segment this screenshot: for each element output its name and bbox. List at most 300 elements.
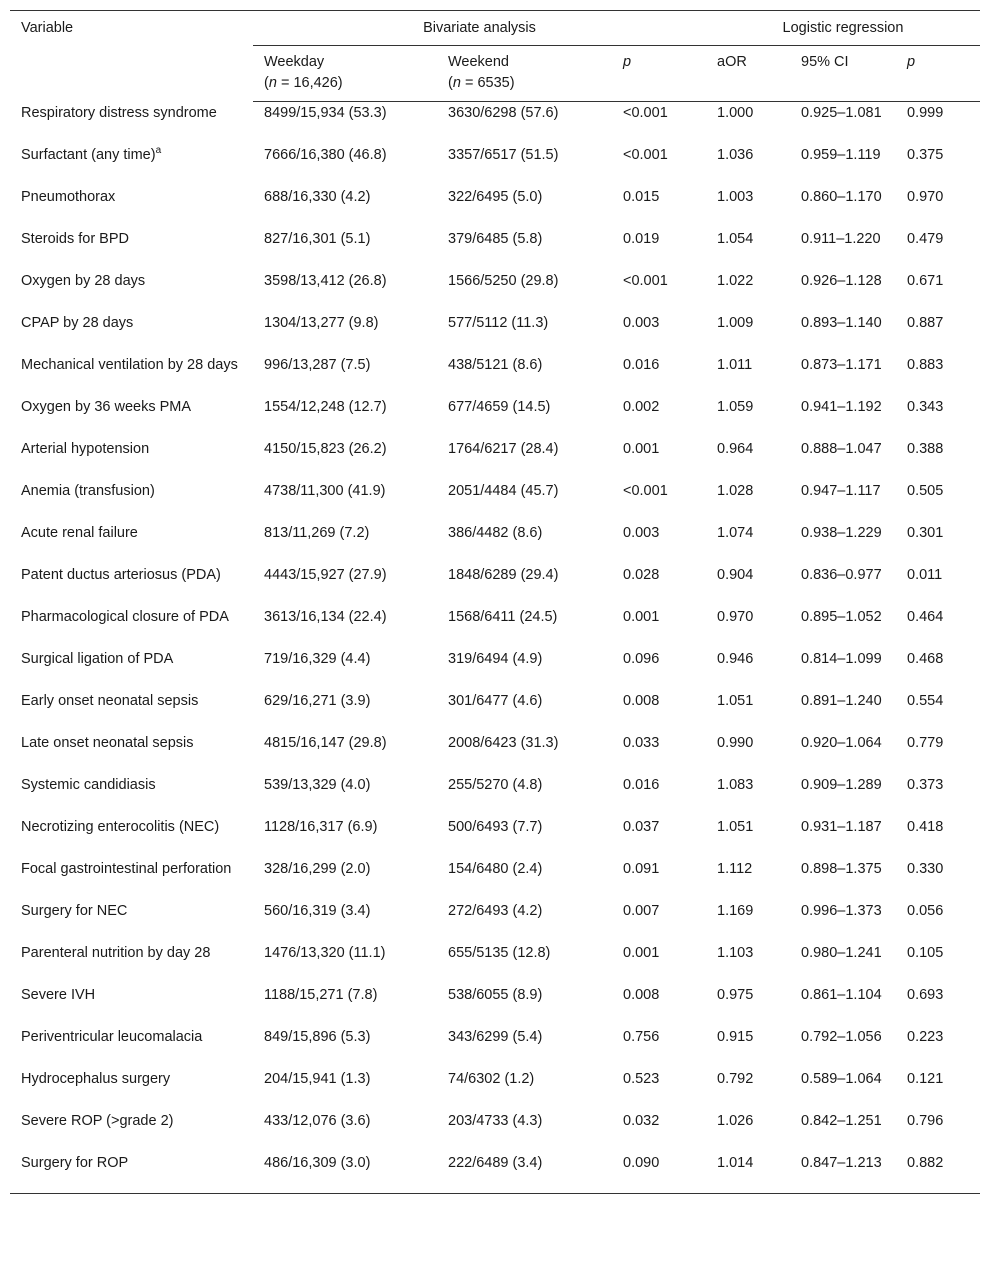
cell-aor-text: 1.003 (717, 188, 754, 205)
table-row (10, 186, 980, 228)
cell-weekend (437, 1152, 612, 1194)
cell-weekday (253, 228, 437, 270)
cell-ci (790, 774, 896, 816)
cell-weekend-text: 203/4733 (4.3) (448, 1112, 543, 1129)
cell-weekday-text: 486/16,309 (3.0) (264, 1154, 371, 1171)
cell-p (612, 270, 706, 312)
cell-p-text: 0.037 (623, 818, 660, 835)
cell-weekend (437, 354, 612, 396)
cell-p (612, 354, 706, 396)
cell-variable (10, 984, 253, 1026)
cell-aor-text: 1.014 (717, 1154, 754, 1171)
cell-aor (706, 354, 790, 396)
cell-ci-text: 0.947–1.117 (801, 482, 881, 499)
cell-p-text: 0.016 (623, 776, 660, 793)
cell-p-text: <0.001 (623, 146, 668, 163)
cell-weekday-text: 1188/15,271 (7.8) (264, 986, 378, 1003)
cell-weekend-text: 438/5121 (8.6) (448, 356, 543, 373)
cell-p2-text: 0.468 (907, 650, 944, 667)
cell-variable-text: Anemia (transfusion) (21, 482, 155, 499)
cell-weekend-text: 3630/6298 (57.6) (448, 105, 559, 121)
weekend-n-prefix: ( (448, 75, 453, 91)
cell-p2-text: 0.011 (907, 566, 943, 583)
cell-aor-text: 0.990 (717, 734, 754, 751)
table-row (10, 354, 980, 396)
cell-p2-text: 0.479 (907, 230, 944, 247)
cell-ci-text: 0.926–1.128 (801, 272, 882, 289)
header-logistic-regression: Logistic regression (706, 11, 980, 46)
cell-ci-text: 0.847–1.213 (801, 1154, 882, 1171)
table-row (10, 1068, 980, 1110)
cell-weekend (437, 270, 612, 312)
cell-weekend-text: 222/6489 (3.4) (448, 1154, 543, 1171)
cell-weekday (253, 312, 437, 354)
cell-p2-text: 0.330 (907, 860, 944, 877)
cell-p2-text: 0.505 (907, 482, 944, 499)
cell-aor (706, 564, 790, 606)
cell-ci (790, 270, 896, 312)
cell-p2 (896, 1026, 980, 1068)
cell-p2-text: 0.887 (907, 314, 944, 331)
cell-p-text: 0.007 (623, 902, 660, 919)
cell-weekend-text: 255/5270 (4.8) (448, 776, 543, 793)
cell-ci (790, 648, 896, 690)
cell-ci (790, 186, 896, 228)
cell-ci (790, 732, 896, 774)
cell-aor (706, 396, 790, 438)
cell-p2 (896, 144, 980, 186)
cell-weekday (253, 522, 437, 564)
weekday-n-prefix: ( (264, 75, 269, 91)
cell-variable (10, 270, 253, 312)
cell-p2 (896, 858, 980, 900)
cell-aor-text: 0.970 (717, 608, 754, 625)
cell-p (612, 732, 706, 774)
cell-variable (10, 900, 253, 942)
cell-variable-text: Oxygen by 28 days (21, 272, 146, 289)
cell-p2 (896, 438, 980, 480)
table-row (10, 228, 980, 270)
cell-weekend-text: 386/4482 (8.6) (448, 524, 543, 541)
cell-p-text: 0.015 (623, 188, 660, 205)
cell-weekday-text: 3598/13,412 (26.8) (264, 272, 387, 289)
cell-p-text: 0.028 (623, 566, 660, 583)
cell-weekday (253, 858, 437, 900)
cell-weekday (253, 648, 437, 690)
cell-ci-text: 0.589–1.064 (801, 1070, 882, 1087)
cell-p2 (896, 984, 980, 1026)
cell-aor (706, 774, 790, 816)
cell-variable-text: Necrotizing enterocolitis (NEC) (21, 818, 220, 835)
cell-variable (10, 186, 253, 228)
cell-variable (10, 102, 253, 144)
cell-weekday (253, 1152, 437, 1194)
cell-ci (790, 564, 896, 606)
cell-weekend (437, 732, 612, 774)
cell-p2-text: 0.671 (907, 272, 944, 289)
cell-p-text: 0.016 (623, 356, 660, 373)
cell-variable (10, 942, 253, 984)
cell-variable-text: Focal gastrointestinal perforation (21, 860, 232, 877)
cell-weekday-text: 4443/15,927 (27.9) (264, 566, 387, 583)
cell-weekend-text: 577/5112 (11.3) (448, 314, 549, 331)
cell-weekday (253, 144, 437, 186)
cell-ci-text: 0.931–1.187 (801, 818, 882, 835)
results-table (10, 10, 980, 1194)
cell-variable (10, 648, 253, 690)
table-row (10, 438, 980, 480)
cell-weekend (437, 606, 612, 648)
cell-aor-text: 0.975 (717, 986, 754, 1003)
cell-weekday-text: 4150/15,823 (26.2) (264, 440, 387, 457)
header-weekend (437, 46, 612, 102)
cell-variable-text: Surgery for NEC (21, 902, 128, 919)
cell-aor-text: 1.000 (717, 105, 754, 121)
cell-p2 (896, 774, 980, 816)
table-row (10, 396, 980, 438)
cell-aor-text: 1.054 (717, 230, 754, 247)
cell-aor-text: 1.022 (717, 272, 754, 289)
cell-p2 (896, 732, 980, 774)
cell-p-text: 0.019 (623, 230, 660, 247)
cell-p2-text: 0.554 (907, 692, 944, 709)
cell-weekend-text: 538/6055 (8.9) (448, 986, 543, 1003)
cell-aor (706, 480, 790, 522)
table-row (10, 732, 980, 774)
cell-weekend-text: 1848/6289 (29.4) (448, 566, 559, 583)
cell-ci (790, 900, 896, 942)
cell-weekend (437, 522, 612, 564)
cell-p-text: <0.001 (623, 105, 668, 121)
cell-p2-text: 0.301 (907, 524, 944, 541)
cell-weekend-text: 2008/6423 (31.3) (448, 734, 559, 751)
cell-variable (10, 1152, 253, 1194)
cell-p2-text: 0.883 (907, 356, 944, 373)
cell-p-text: 0.001 (623, 944, 660, 961)
table-row (10, 564, 980, 606)
cell-variable (10, 144, 253, 186)
cell-p (612, 1110, 706, 1152)
cell-p (612, 396, 706, 438)
cell-variable-text: Systemic candidiasis (21, 776, 156, 793)
cell-ci-text: 0.860–1.170 (801, 188, 882, 205)
header-p2-text: p (907, 54, 916, 70)
cell-aor-text: 1.074 (717, 524, 754, 541)
cell-variable-text: Steroids for BPD (21, 230, 129, 247)
cell-p-text: 0.003 (623, 524, 660, 541)
cell-p2-text: 0.373 (907, 776, 944, 793)
cell-p (612, 144, 706, 186)
cell-p2 (896, 606, 980, 648)
cell-weekday-text: 849/15,896 (5.3) (264, 1028, 371, 1045)
cell-aor (706, 942, 790, 984)
cell-weekday-text: 996/13,287 (7.5) (264, 356, 371, 373)
cell-weekend (437, 312, 612, 354)
cell-p2-text: 0.970 (907, 188, 944, 205)
cell-ci (790, 690, 896, 732)
cell-p (612, 984, 706, 1026)
cell-p (612, 312, 706, 354)
cell-variable-text: Pharmacological closure of PDA (21, 608, 229, 625)
header-95-ci: 95% CI (790, 46, 896, 102)
table-row (10, 102, 980, 144)
cell-ci-text: 0.959–1.119 (801, 146, 881, 163)
cell-weekday-text: 827/16,301 (5.1) (264, 230, 371, 247)
cell-aor-text: 1.009 (717, 314, 754, 331)
cell-variable-text: Surgical ligation of PDA (21, 650, 174, 667)
cell-weekday-text: 539/13,329 (4.0) (264, 776, 371, 793)
cell-weekday-text: 4815/16,147 (29.8) (264, 734, 387, 751)
cell-p (612, 858, 706, 900)
cell-ci (790, 144, 896, 186)
cell-weekday-text: 1128/16,317 (6.9) (264, 818, 378, 835)
cell-weekend (437, 1110, 612, 1152)
cell-weekday (253, 354, 437, 396)
weekend-n-value: = 6535) (460, 75, 515, 91)
cell-variable-text: Early onset neonatal sepsis (21, 692, 199, 709)
cell-aor (706, 144, 790, 186)
cell-aor-text: 0.904 (717, 566, 754, 583)
cell-weekday (253, 480, 437, 522)
cell-variable (10, 1110, 253, 1152)
cell-variable (10, 354, 253, 396)
cell-aor (706, 312, 790, 354)
cell-weekend-text: 1568/6411 (24.5) (448, 608, 558, 625)
cell-p2-text: 0.105 (907, 944, 944, 961)
results-table-container (10, 10, 980, 1194)
cell-variable-text: Surfactant (any time) (21, 146, 156, 163)
cell-ci-text: 0.920–1.064 (801, 734, 882, 751)
cell-weekend (437, 228, 612, 270)
table-row (10, 816, 980, 858)
header-weekday (253, 46, 437, 102)
cell-variable-text: Pneumothorax (21, 188, 116, 205)
cell-p2 (896, 900, 980, 942)
cell-weekday-text: 328/16,299 (2.0) (264, 860, 371, 877)
cell-ci (790, 1068, 896, 1110)
cell-weekend (437, 774, 612, 816)
cell-weekend (437, 564, 612, 606)
cell-aor-text: 0.964 (717, 440, 754, 457)
cell-variable (10, 438, 253, 480)
cell-weekday-text: 7666/16,380 (46.8) (264, 146, 387, 163)
cell-weekend-text: 74/6302 (1.2) (448, 1070, 535, 1087)
cell-weekday-text: 4738/11,300 (41.9) (264, 482, 386, 499)
cell-weekday (253, 396, 437, 438)
cell-variable-text: Late onset neonatal sepsis (21, 734, 194, 751)
cell-aor (706, 858, 790, 900)
cell-p-text: 0.756 (623, 1028, 660, 1045)
cell-p (612, 816, 706, 858)
cell-ci (790, 228, 896, 270)
cell-aor (706, 438, 790, 480)
cell-ci-text: 0.895–1.052 (801, 608, 882, 625)
cell-ci-text: 0.888–1.047 (801, 440, 882, 457)
cell-ci (790, 312, 896, 354)
cell-aor (706, 732, 790, 774)
cell-weekday-text: 629/16,271 (3.9) (264, 692, 371, 709)
cell-variable (10, 522, 253, 564)
cell-ci (790, 984, 896, 1026)
table-row (10, 1026, 980, 1068)
table-body (10, 102, 980, 1194)
cell-ci-text: 0.941–1.192 (801, 398, 882, 415)
cell-ci-text: 0.873–1.171 (801, 356, 882, 373)
cell-p-text: 0.003 (623, 314, 660, 331)
cell-variable-text: Hydrocephalus surgery (21, 1070, 171, 1087)
table-row (10, 270, 980, 312)
cell-weekend-text: 677/4659 (14.5) (448, 398, 551, 415)
cell-weekend-text: 500/6493 (7.7) (448, 818, 543, 835)
header-p-regression (896, 46, 980, 102)
cell-variable (10, 1068, 253, 1110)
cell-variable-text: Mechanical ventilation by 28 days (21, 356, 238, 373)
cell-aor-text: 1.103 (717, 944, 754, 961)
cell-variable (10, 480, 253, 522)
cell-ci (790, 480, 896, 522)
cell-weekday (253, 732, 437, 774)
cell-weekday-text: 433/12,076 (3.6) (264, 1112, 371, 1129)
cell-weekend-text: 272/6493 (4.2) (448, 902, 543, 919)
cell-weekday (253, 270, 437, 312)
cell-aor-text: 0.946 (717, 650, 754, 667)
cell-p-text: <0.001 (623, 272, 668, 289)
cell-weekday-text: 813/11,269 (7.2) (264, 524, 370, 541)
cell-p (612, 228, 706, 270)
cell-weekend (437, 1026, 612, 1068)
cell-weekend (437, 396, 612, 438)
cell-p2 (896, 186, 980, 228)
cell-p (612, 690, 706, 732)
cell-weekend-text: 319/6494 (4.9) (448, 650, 543, 667)
table-row (10, 648, 980, 690)
cell-variable (10, 690, 253, 732)
cell-weekday (253, 1026, 437, 1068)
cell-ci (790, 102, 896, 144)
cell-weekday-text: 719/16,329 (4.4) (264, 650, 371, 667)
cell-weekday (253, 606, 437, 648)
cell-variable-text: Patent ductus arteriosus (PDA) (21, 566, 221, 583)
cell-p2 (896, 228, 980, 270)
cell-p-text: 0.033 (623, 734, 660, 751)
cell-p-text: 0.001 (623, 440, 660, 457)
cell-p-text: <0.001 (623, 482, 668, 499)
cell-weekend (437, 900, 612, 942)
cell-weekend (437, 690, 612, 732)
cell-weekend-text: 322/6495 (5.0) (448, 188, 543, 205)
cell-p2-text: 0.056 (907, 902, 944, 919)
cell-ci (790, 1110, 896, 1152)
table-row (10, 900, 980, 942)
cell-p (612, 1026, 706, 1068)
footnote-marker: a (155, 144, 162, 156)
cell-aor-text: 1.051 (717, 818, 754, 835)
cell-p2-text: 0.375 (907, 146, 944, 163)
cell-weekday-text: 8499/15,934 (53.3) (264, 105, 387, 121)
cell-aor-text: 1.059 (717, 398, 754, 415)
cell-ci-text: 0.893–1.140 (801, 314, 882, 331)
cell-ci (790, 1026, 896, 1068)
cell-p2 (896, 522, 980, 564)
cell-p2 (896, 648, 980, 690)
cell-ci (790, 354, 896, 396)
cell-weekend (437, 648, 612, 690)
cell-variable-text: Severe ROP (>grade 2) (21, 1112, 174, 1129)
cell-ci-text: 0.925–1.081 (801, 105, 882, 121)
cell-p2-text: 0.418 (907, 818, 944, 835)
cell-aor-text: 1.112 (717, 860, 753, 877)
cell-weekend (437, 858, 612, 900)
cell-aor-text: 1.083 (717, 776, 754, 793)
cell-p2 (896, 312, 980, 354)
cell-aor (706, 816, 790, 858)
cell-weekday-text: 204/15,941 (1.3) (264, 1070, 371, 1087)
cell-weekday-text: 3613/16,134 (22.4) (264, 608, 387, 625)
cell-weekend-text: 154/6480 (2.4) (448, 860, 543, 877)
cell-ci-text: 0.814–1.099 (801, 650, 882, 667)
cell-variable-text: Parenteral nutrition by day 28 (21, 944, 211, 961)
cell-ci (790, 942, 896, 984)
cell-variable (10, 312, 253, 354)
cell-p2-text: 0.223 (907, 1028, 944, 1045)
cell-p-text: 0.001 (623, 608, 660, 625)
cell-aor (706, 648, 790, 690)
cell-p (612, 564, 706, 606)
cell-aor (706, 606, 790, 648)
cell-ci (790, 396, 896, 438)
cell-p (612, 102, 706, 144)
table-row (10, 984, 980, 1026)
table-row (10, 606, 980, 648)
cell-weekend (437, 1068, 612, 1110)
cell-variable-text: Surgery for ROP (21, 1154, 129, 1171)
table-row (10, 522, 980, 564)
cell-p (612, 774, 706, 816)
cell-variable (10, 228, 253, 270)
cell-variable (10, 396, 253, 438)
cell-variable-text: CPAP by 28 days (21, 314, 134, 331)
cell-weekday (253, 102, 437, 144)
cell-weekday (253, 1110, 437, 1152)
cell-weekend (437, 144, 612, 186)
cell-weekend-text: 343/6299 (5.4) (448, 1028, 543, 1045)
cell-variable (10, 858, 253, 900)
cell-p2-text: 0.343 (907, 398, 944, 415)
cell-p2 (896, 270, 980, 312)
cell-p2 (896, 480, 980, 522)
cell-variable (10, 732, 253, 774)
cell-ci-text: 0.792–1.056 (801, 1028, 882, 1045)
cell-p2-text: 0.388 (907, 440, 944, 457)
cell-p (612, 606, 706, 648)
cell-weekday (253, 900, 437, 942)
cell-ci (790, 816, 896, 858)
weekday-n-symbol: n (268, 75, 277, 91)
cell-p2-text: 0.779 (907, 734, 944, 751)
cell-p (612, 1152, 706, 1194)
cell-variable-text: Respiratory distress syndrome (21, 104, 217, 121)
cell-weekday-text: 1476/13,320 (11.1) (264, 944, 386, 961)
cell-weekend-text: 379/6485 (5.8) (448, 230, 543, 247)
cell-weekend (437, 816, 612, 858)
cell-p-text: 0.002 (623, 398, 660, 415)
cell-weekend-text: 3357/6517 (51.5) (448, 146, 559, 163)
cell-p (612, 480, 706, 522)
cell-variable-text: Oxygen by 36 weeks PMA (21, 398, 192, 415)
cell-aor (706, 1152, 790, 1194)
cell-p2-text: 0.796 (907, 1112, 944, 1129)
cell-p2-text: 0.121 (907, 1070, 944, 1087)
